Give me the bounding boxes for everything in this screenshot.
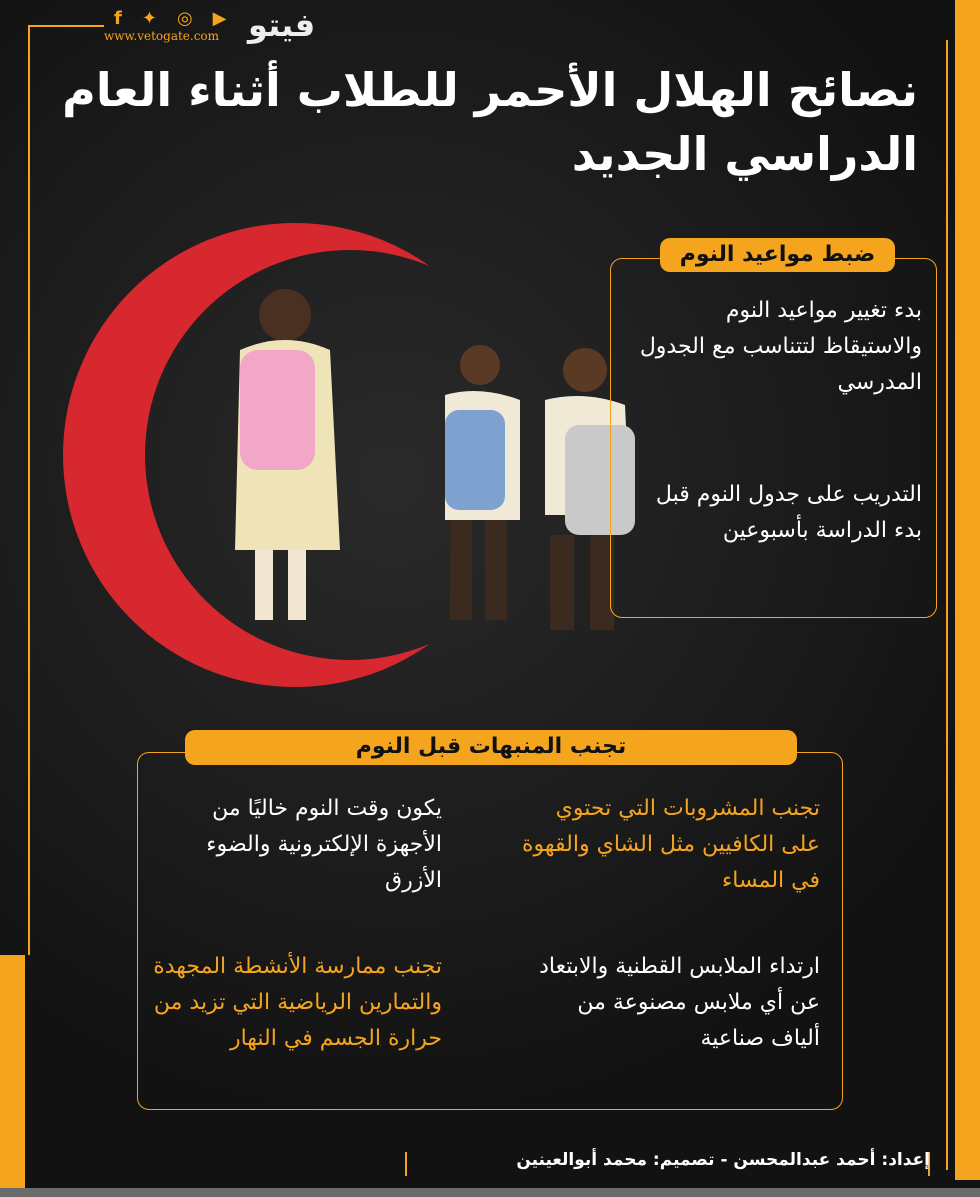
tip-text: تجنب المشروبات التي تحتوي على الكافيين مثل الشاي والقهوة في المساء <box>522 796 820 893</box>
tip-text: ارتداء الملابس القطنية والابتعاد عن أي ملابس مصنوعة من ألياف صناعية <box>539 954 820 1051</box>
bottom-divider <box>0 1188 980 1197</box>
website-url[interactable]: www.vetogate.com <box>104 29 220 43</box>
youtube-icon[interactable]: ▶ <box>212 8 227 29</box>
sleep-schedule-box <box>610 258 937 618</box>
tip-text: يكون وقت النوم خاليًا من الأجهزة الإلكترونية والضوء الأزرق <box>206 796 442 893</box>
facebook-icon[interactable]: f <box>114 8 122 29</box>
avoid-stimulants-box <box>137 752 843 1110</box>
twitter-icon[interactable]: ✦ <box>141 8 157 29</box>
sleep-schedule-label: ضبط مواعيد النوم <box>660 238 895 272</box>
avoid-stimulants-label: تجنب المنبهات قبل النوم <box>185 730 797 765</box>
right-accent-strip <box>955 0 980 1180</box>
tip-text: تجنب ممارسة الأنشطة المجهدة والتمارين الرياضية التي تزيد من حرارة الجسم في النهار <box>153 954 442 1051</box>
social-bar <box>104 8 244 46</box>
red-crescent-illustration <box>60 220 520 700</box>
logo: فيتو <box>248 6 316 44</box>
tip-text: التدريب على جدول النوم قبل بدء الدراسة بأسبوعين <box>655 482 922 543</box>
credits: إعداد: أحمد عبدالمحسن - تصميم: محمد أبوالعينين <box>516 1150 930 1170</box>
page-title: نصائح الهلال الأحمر للطلاب أثناء العام الدراسي الجديد <box>62 63 918 181</box>
frame-right-line <box>946 40 948 1170</box>
frame-top-line <box>28 25 104 27</box>
instagram-icon[interactable]: ◎ <box>176 8 193 29</box>
frame-left-line <box>28 25 30 955</box>
left-accent-strip <box>0 955 25 1197</box>
footer-divider <box>405 1152 407 1176</box>
tip-text: بدء تغيير مواعيد النوم والاستيقاظ لتتناسب مع الجدول المدرسي <box>639 298 922 395</box>
